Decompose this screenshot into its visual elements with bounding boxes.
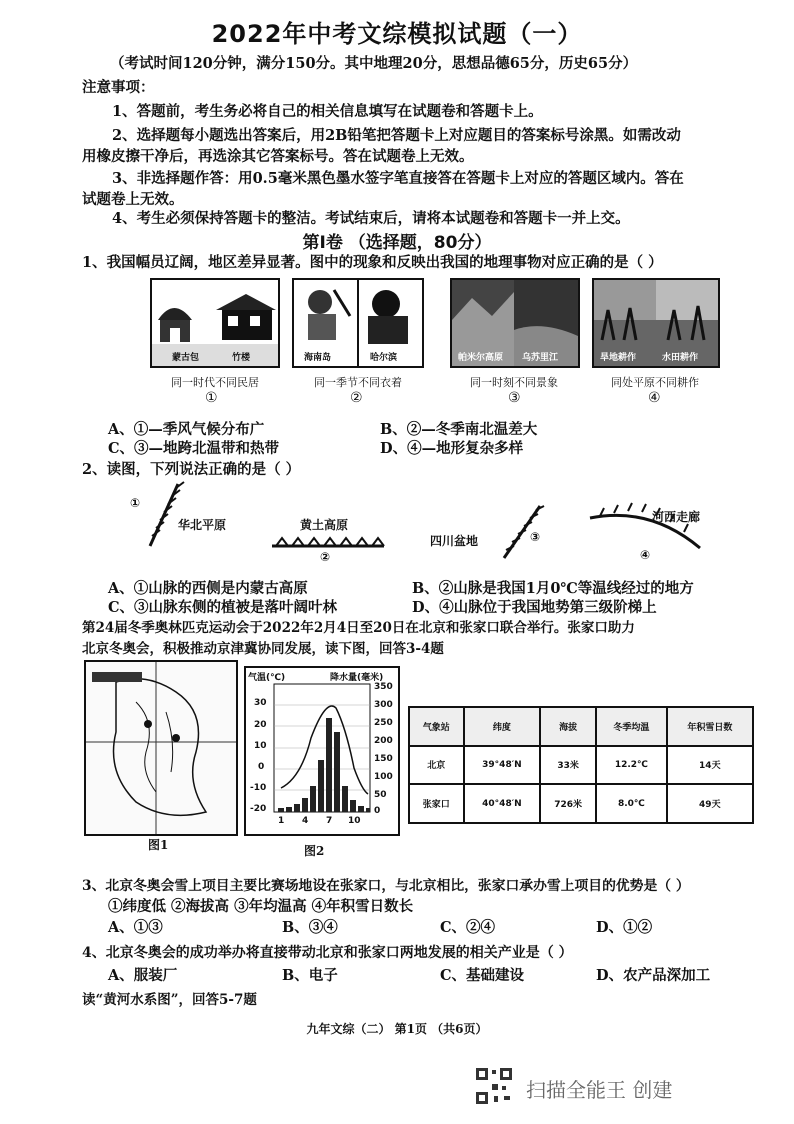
notice-item-2b: 用橡皮擦干净后，再选涂其它答案标号。答在试题卷上无效。 bbox=[82, 148, 474, 165]
mountain-2-label: ② bbox=[320, 550, 331, 564]
q2-option-b: B、②山脉是我国1月0℃等温线经过的地方 bbox=[412, 580, 694, 597]
table-row bbox=[409, 784, 753, 823]
table-cell: 北京 bbox=[409, 746, 464, 785]
qr-code-icon bbox=[474, 1066, 514, 1106]
q1-num-3: ③ bbox=[508, 390, 521, 406]
label-hainan: 海南岛 bbox=[304, 353, 332, 363]
table-cell: 14天 bbox=[667, 746, 753, 785]
dwellings-illustration bbox=[152, 280, 278, 366]
fig2-ltick-0: 0 bbox=[258, 762, 265, 772]
q1-image-dwellings bbox=[150, 278, 280, 368]
q1-image-farming bbox=[592, 278, 720, 368]
table-cell: 49天 bbox=[667, 784, 753, 823]
table-header-cell: 海拔 bbox=[540, 707, 596, 746]
table-row bbox=[409, 746, 753, 785]
fig2-rtick-150: 150 bbox=[374, 754, 393, 764]
q2-option-a: A、①山脉的西侧是内蒙古高原 bbox=[108, 580, 308, 597]
q1-num-2: ② bbox=[350, 390, 363, 406]
label-huabei-plain: 华北平原 bbox=[178, 518, 227, 532]
q2-option-d: D、④山脉位于我国地势第三级阶梯上 bbox=[412, 599, 657, 616]
q3-option-b: B、③④ bbox=[282, 919, 338, 936]
label-wusuli: 乌苏里江 bbox=[522, 353, 559, 363]
label-paddy-farming: 水田耕作 bbox=[662, 353, 699, 363]
table-cell: 40°48′N bbox=[464, 784, 541, 823]
page-footer: 九年文综（二） 第1页 （共6页） bbox=[306, 1022, 488, 1036]
fig2-ltick-30: 30 bbox=[254, 698, 267, 708]
notice-item-3b: 试题卷上无效。 bbox=[82, 191, 184, 208]
q4-option-b: B、电子 bbox=[282, 967, 338, 984]
table-cell: 12.2℃ bbox=[596, 746, 666, 785]
q1-num-1: ① bbox=[205, 390, 218, 406]
q5-7-intro: 读“黄河水系图”，回答5-7题 bbox=[82, 992, 257, 1008]
exam-title: 2022年中考文综模拟试题（一） bbox=[211, 20, 583, 48]
fig2-month-1: 1 bbox=[278, 816, 285, 826]
fig2-ltick-m10: -10 bbox=[250, 783, 267, 793]
q1-caption-1: 同一时代不同民居 bbox=[171, 376, 259, 389]
q3-items: ①纬度低 ②海拔高 ③年均温高 ④年积雪日数长 bbox=[108, 898, 414, 915]
fig2-month-7: 7 bbox=[326, 816, 333, 826]
q1-caption-3: 同一时刻不同景象 bbox=[470, 376, 558, 389]
intro-3-4-line2: 北京冬奥会，积极推动京津冀协同发展，读下图，回答3-4题 bbox=[82, 641, 444, 657]
fig2-rtick-50: 50 bbox=[374, 790, 387, 800]
fig2-ltick-10: 10 bbox=[254, 741, 267, 751]
label-hexi-corridor: 河西走廊 bbox=[652, 510, 701, 524]
notice-item-4: 4、考生必须保持答题卡的整洁。考试结束后，请将本试题卷和答题卡一并上交。 bbox=[112, 210, 630, 227]
table-header-cell: 气象站 bbox=[409, 707, 464, 746]
section-title: 第Ⅰ卷 （选择题，80分） bbox=[302, 233, 492, 253]
q4-stem: 4、北京冬奥会的成功举办将直接带动北京和张家口两地发展的相关产业是（ ） bbox=[82, 945, 573, 961]
fig2-rtick-350: 350 bbox=[374, 682, 393, 692]
table-cell: 张家口 bbox=[409, 784, 464, 823]
fig2-rtick-0: 0 bbox=[374, 806, 381, 816]
fig2-month-10: 10 bbox=[348, 816, 361, 826]
q1-option-b: B、②—冬季南北温差大 bbox=[380, 421, 538, 438]
q3-stem: 3、北京冬奥会雪上项目主要比赛场地设在张家口，与北京相比，张家口承办雪上项目的优势是（ ） bbox=[82, 878, 690, 894]
q3-option-a: A、①③ bbox=[108, 919, 163, 936]
q1-image-clothing bbox=[292, 278, 424, 368]
table-header-cell: 年积雪日数 bbox=[667, 707, 753, 746]
table-header-cell: 冬季均温 bbox=[596, 707, 666, 746]
q4-option-a: A、服装厂 bbox=[108, 967, 178, 984]
q1-caption-2: 同一季节不同衣着 bbox=[314, 376, 402, 389]
table-cell: 39°48′N bbox=[464, 746, 541, 785]
fig2-rtick-200: 200 bbox=[374, 736, 393, 746]
fig2-rtick-250: 250 bbox=[374, 718, 393, 728]
notice-item-1: 1、答题前，考生务必将自己的相关信息填写在试题卷和答题卡上。 bbox=[112, 103, 543, 120]
q1-option-c: C、③—地跨北温带和热带 bbox=[108, 440, 280, 457]
table-cell: 33米 bbox=[540, 746, 596, 785]
table-cell: 8.0℃ bbox=[596, 784, 666, 823]
q1-option-a: A、①—季风气候分布广 bbox=[108, 421, 265, 438]
q1-caption-4: 同处平原不同耕作 bbox=[611, 376, 699, 389]
label-loess-plateau: 黄土高原 bbox=[300, 518, 349, 532]
fig2-ltick-m20: -20 bbox=[250, 804, 267, 814]
scanner-watermark: 扫描全能王 创建 bbox=[526, 1078, 673, 1102]
notice-item-2: 2、选择题每小题选出答案后，用2B铅笔把答题卡上对应题目的答案标号涂黑。如需改动 bbox=[112, 127, 681, 144]
table-cell: 726米 bbox=[540, 784, 596, 823]
figure-2-climate-chart bbox=[244, 666, 400, 836]
label-sichuan-basin: 四川盆地 bbox=[430, 534, 479, 548]
q4-option-c: C、基础建设 bbox=[440, 967, 525, 984]
climate-table bbox=[408, 706, 754, 824]
fig2-month-4: 4 bbox=[302, 816, 309, 826]
fig2-ltick-20: 20 bbox=[254, 720, 267, 730]
map-illustration bbox=[86, 662, 236, 834]
q2-stem: 2、读图，下列说法正确的是（ ） bbox=[82, 461, 301, 478]
q2-option-c: C、③山脉东侧的植被是落叶阔叶林 bbox=[108, 599, 338, 616]
figure-1-map bbox=[84, 660, 238, 836]
label-bamboo-house: 竹楼 bbox=[232, 353, 251, 363]
intro-3-4-line1: 第24届冬季奥林匹克运动会于2022年2月4日至20日在北京和张家口联合举行。张家口助力 bbox=[82, 620, 635, 636]
q3-option-d: D、①② bbox=[596, 919, 653, 936]
label-harbin: 哈尔滨 bbox=[370, 353, 398, 363]
fig2-rtick-100: 100 bbox=[374, 772, 393, 782]
q4-option-d: D、农产品深加工 bbox=[596, 967, 711, 984]
mountain-3-label: ③ bbox=[530, 530, 541, 544]
fig2-rtick-300: 300 bbox=[374, 700, 393, 710]
q1-image-landscape bbox=[450, 278, 580, 368]
notice-item-3: 3、非选择题作答：用0.5毫米黑色墨水签字笔直接答在答题卡上对应的答题区域内。答在 bbox=[112, 170, 684, 187]
label-pamir: 帕米尔高原 bbox=[458, 353, 504, 363]
q1-stem: 1、我国幅员辽阔，地区差异显著。图中的现象和反映出我国的地理事物对应正确的是（ ） bbox=[82, 254, 663, 271]
mountain-4-label: ④ bbox=[640, 548, 651, 562]
exam-subtitle: （考试时间120分钟，满分150分。其中地理20分，思想品德65分，历史65分） bbox=[110, 55, 638, 72]
fig2-precip-axis-label: 降水量(毫米) bbox=[330, 673, 384, 683]
table-header-row bbox=[409, 707, 753, 746]
fig2-temp-axis-label: 气温(℃) bbox=[248, 673, 286, 683]
label-mongolian-yurt: 蒙古包 bbox=[172, 353, 200, 363]
label-dry-farming: 旱地耕作 bbox=[600, 353, 637, 363]
table-header-cell: 纬度 bbox=[464, 707, 541, 746]
mountain-1-label: ① bbox=[130, 496, 141, 510]
q1-num-4: ④ bbox=[648, 390, 661, 406]
figure-1-caption: 图1 bbox=[148, 838, 169, 852]
figure-2-caption: 图2 bbox=[304, 844, 325, 858]
q1-option-d: D、④—地形复杂多样 bbox=[380, 440, 524, 457]
q3-option-c: C、②④ bbox=[440, 919, 496, 936]
notice-heading: 注意事项： bbox=[82, 79, 155, 96]
